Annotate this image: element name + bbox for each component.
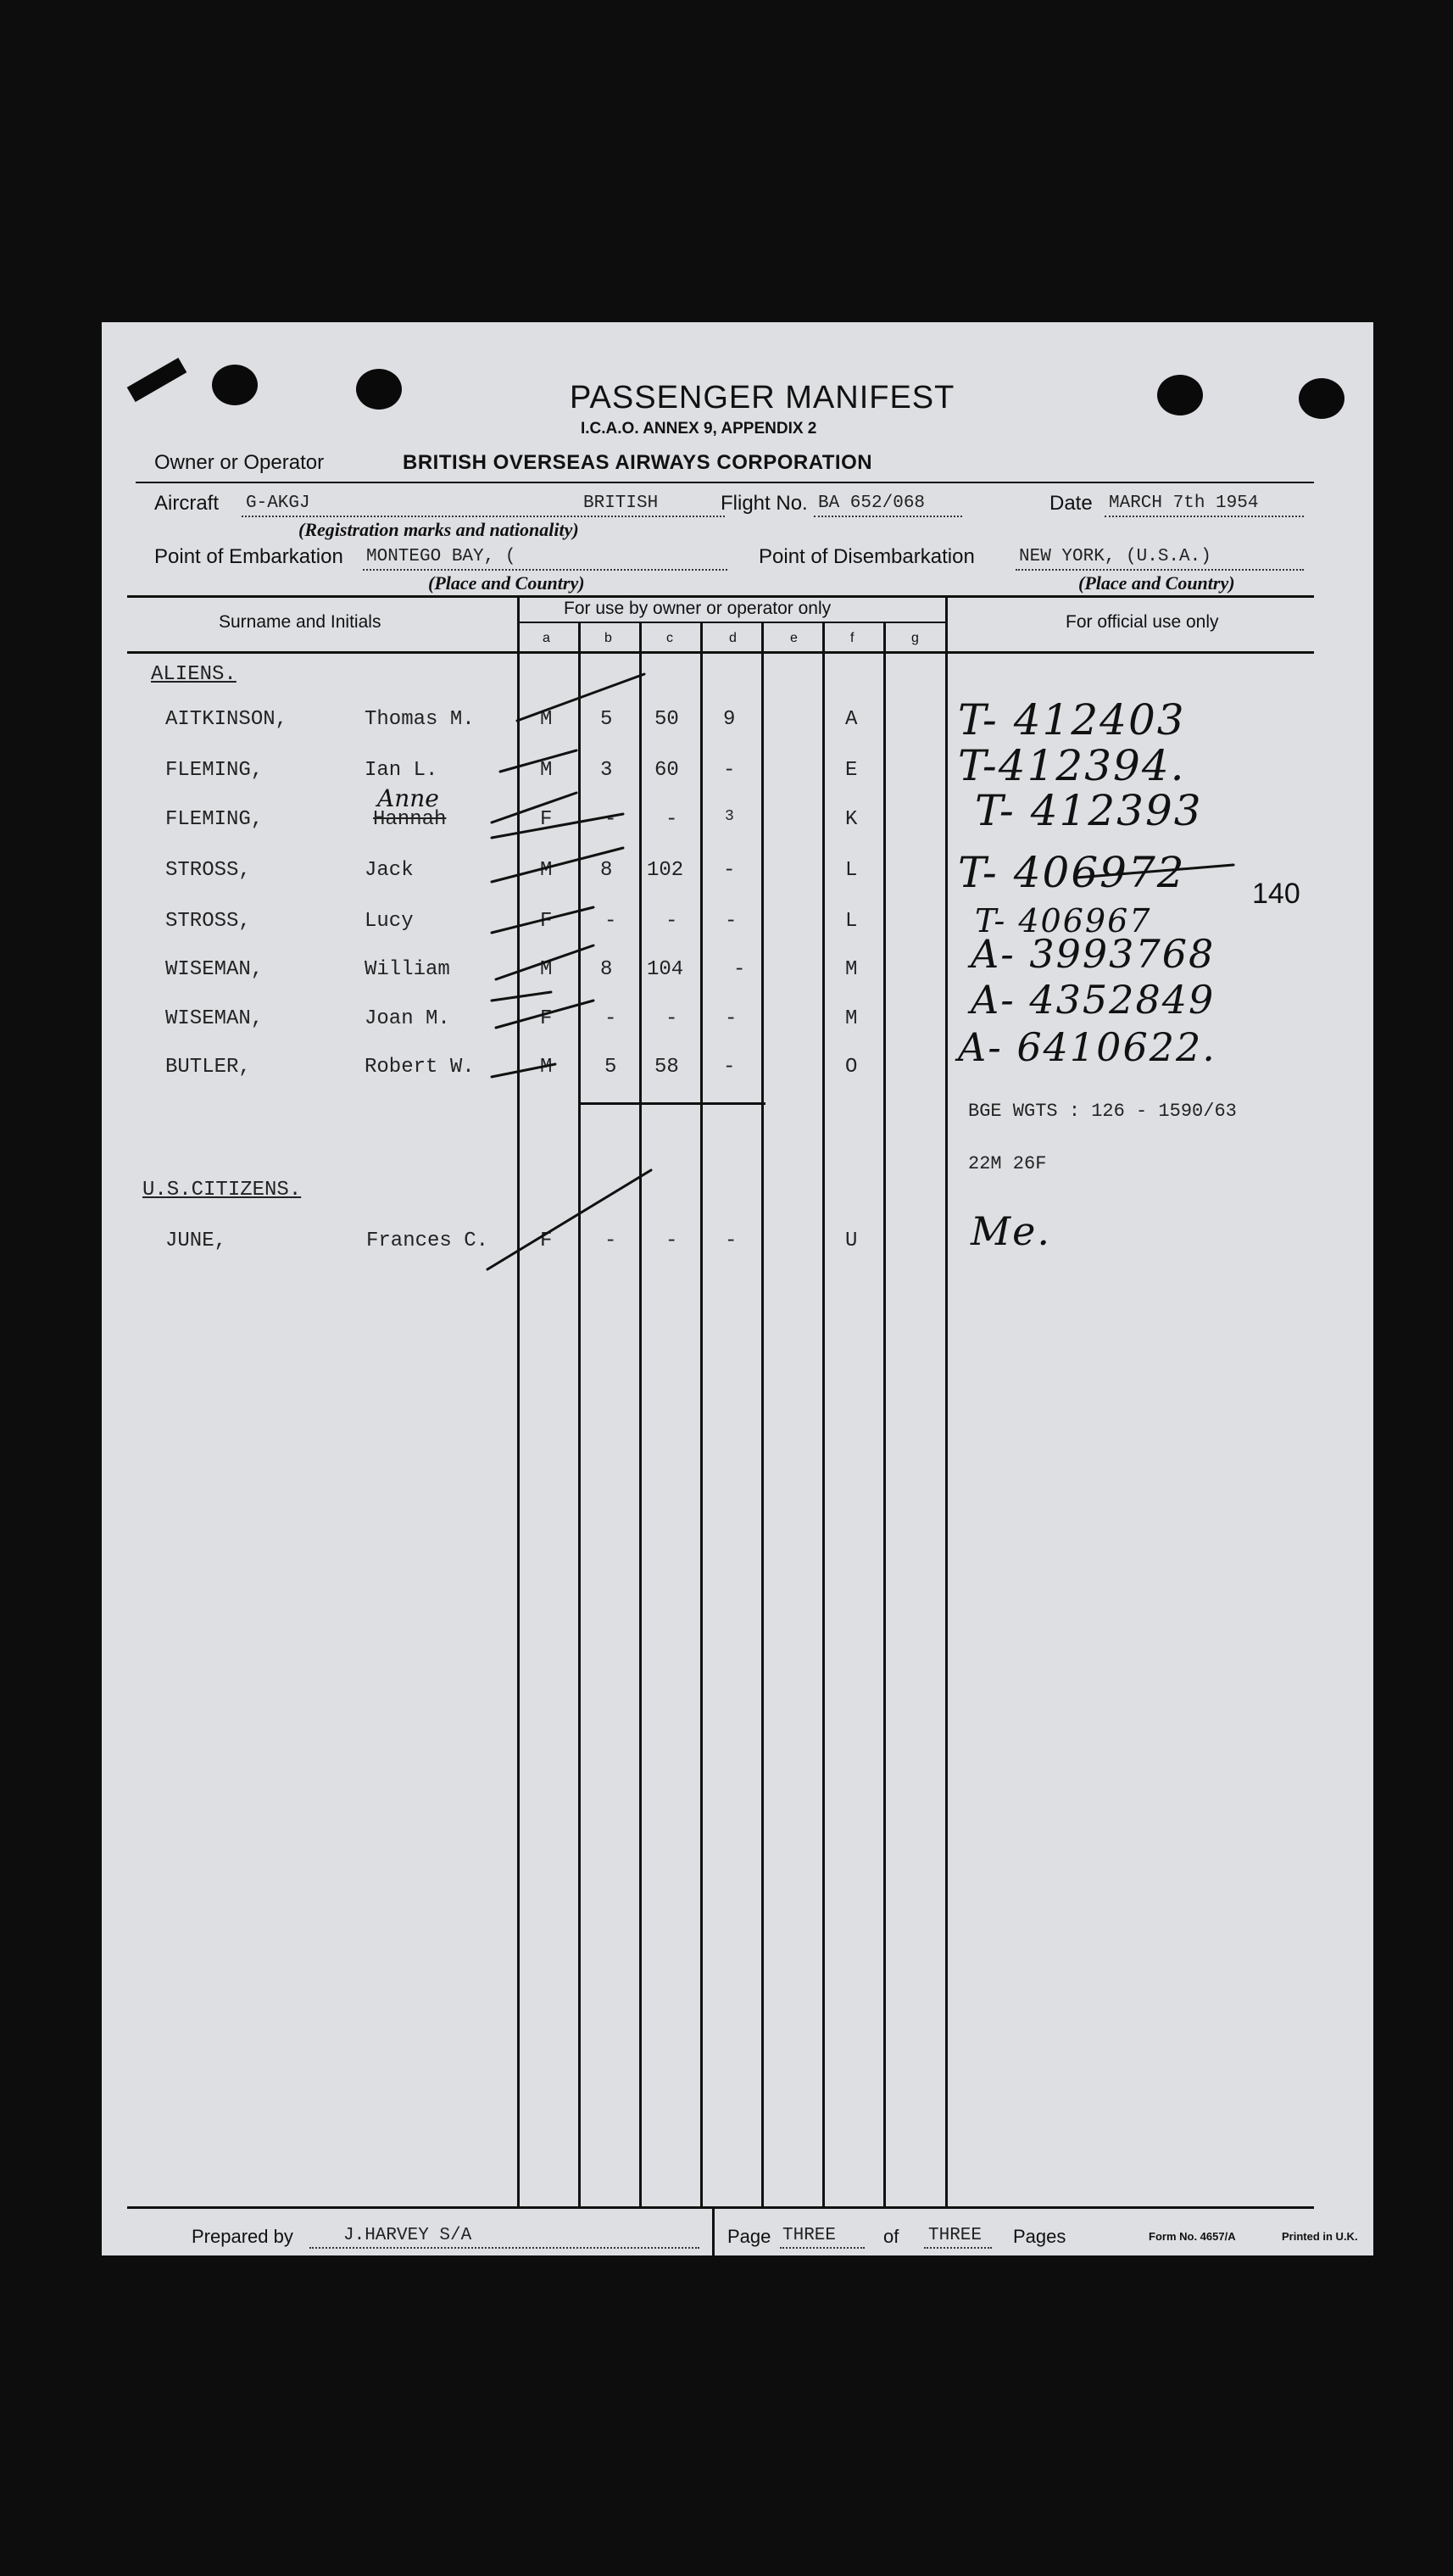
aircraft-note: (Registration marks and nationality) <box>298 519 579 540</box>
row-col-c: - <box>665 1007 678 1030</box>
official-number-140: 140 <box>1252 878 1300 910</box>
row-sex: M <box>540 1056 553 1079</box>
check-marks <box>102 322 1373 1340</box>
row-official: T-412394. <box>958 741 1186 790</box>
prepared-dots <box>309 2247 699 2249</box>
row-col-b: 5 <box>604 1056 617 1079</box>
row-col-b: 5 <box>600 708 613 731</box>
check-stroke <box>500 750 576 772</box>
disembarkation-note: (Place and Country) <box>1078 572 1235 594</box>
col-letter-g: g <box>911 631 919 645</box>
date-value: MARCH 7th 1954 <box>1109 493 1259 513</box>
check-stroke <box>492 1064 555 1077</box>
row-col-c: - <box>665 910 678 933</box>
col-letter-d: d <box>729 631 737 645</box>
disembarkation-value: NEW YORK, (U.S.A.) <box>1019 547 1211 566</box>
row-col-d: - <box>725 910 738 933</box>
row-surname: AITKINSON, <box>165 708 288 731</box>
row-given: Thomas M. <box>365 708 475 731</box>
official-header: For official use only <box>1066 612 1219 632</box>
surname-header: Surname and Initials <box>219 612 381 632</box>
check-stroke <box>487 1170 651 1269</box>
check-stroke <box>492 814 623 838</box>
row-official: Me. <box>971 1208 1051 1254</box>
row-col-f: U <box>845 1229 858 1252</box>
row-official: A- 4352849 <box>971 977 1216 1023</box>
owner-header: For use by owner or operator only <box>564 599 832 618</box>
row-sex: M <box>540 859 553 882</box>
page-label: Page <box>727 2226 771 2247</box>
page-title: PASSENGER MANIFEST <box>570 380 955 415</box>
check-stroke <box>496 945 593 979</box>
row-col-f: M <box>845 1007 858 1030</box>
table-bottom-rule <box>127 2206 1314 2209</box>
page-dots <box>780 2247 865 2249</box>
row-col-b: 3 <box>600 759 613 782</box>
row-given: Jack <box>365 859 414 882</box>
row-surname: FLEMING, <box>165 808 264 831</box>
row-sex: M <box>540 759 553 782</box>
row-given: Joan M. <box>365 1007 450 1030</box>
row-col-b: - <box>604 808 617 831</box>
row-given: Ian L. <box>365 759 438 782</box>
row-col-f: L <box>845 859 858 882</box>
row-col-d: 3 <box>725 808 734 825</box>
pages-label: Pages <box>1013 2226 1066 2247</box>
section-aliens: ALIENS. <box>151 663 237 686</box>
baggage-weights: BGE WGTS : 126 - 1590/63 <box>968 1101 1237 1122</box>
row-col-d: 9 <box>723 708 736 731</box>
aircraft-label: Aircraft <box>154 492 220 515</box>
aircraft-registration: G-AKGJ <box>246 493 310 513</box>
prepared-value: J.HARVEY S/A <box>343 2226 472 2245</box>
row-sex: M <box>540 708 553 731</box>
row-given: Robert W. <box>365 1056 475 1079</box>
row-col-c: 58 <box>654 1056 679 1079</box>
row-sex: F <box>540 1007 553 1030</box>
row-col-b: - <box>604 1007 617 1030</box>
row-col-c: 60 <box>654 759 679 782</box>
owner-label: Owner or Operator <box>154 451 325 474</box>
col-letter-e: e <box>790 631 798 645</box>
given-correction: Anne <box>377 784 439 812</box>
check-stroke <box>492 793 576 822</box>
row-col-c: 104 <box>647 958 684 981</box>
of-value: THREE <box>928 2226 983 2245</box>
row-given: Hannah <box>373 808 447 831</box>
page-subtitle: I.C.A.O. ANNEX 9, APPENDIX 2 <box>581 420 817 438</box>
official-underline <box>1077 865 1233 878</box>
row-given: Frances C. <box>366 1229 489 1252</box>
row-col-d: - <box>723 859 736 882</box>
row-given: Lucy <box>365 910 414 933</box>
row-sex: F <box>540 910 553 933</box>
row-col-b: 8 <box>600 958 613 981</box>
row-given: William <box>365 958 450 981</box>
check-stroke <box>492 848 623 882</box>
row-sex: F <box>540 1229 553 1252</box>
row-surname: WISEMAN, <box>165 1007 264 1030</box>
embarkation-label: Point of Embarkation <box>154 545 343 568</box>
row-col-b: - <box>604 910 617 933</box>
col-letter-b: b <box>604 631 612 645</box>
check-stroke <box>492 907 593 933</box>
row-official: A- 6410622. <box>958 1024 1216 1070</box>
row-sex: M <box>540 958 553 981</box>
row-surname: STROSS, <box>165 859 251 882</box>
row-sex: F <box>540 808 553 831</box>
row-col-c: - <box>665 808 678 831</box>
of-label: of <box>883 2226 899 2247</box>
check-stroke <box>492 992 551 1001</box>
section-us-citizens: U.S.CITIZENS. <box>142 1179 302 1202</box>
row-col-c: 102 <box>647 859 684 882</box>
date-label: Date <box>1049 492 1093 515</box>
col-letter-c: c <box>666 631 673 645</box>
row-col-f: O <box>845 1056 858 1079</box>
aircraft-nationality: BRITISH <box>583 493 659 513</box>
disembarkation-label: Point of Disembarkation <box>759 545 975 568</box>
flight-value: BA 652/068 <box>818 493 926 513</box>
page-value: THREE <box>782 2226 837 2245</box>
row-surname: JUNE, <box>165 1229 227 1252</box>
row-col-d: - <box>723 759 736 782</box>
row-col-b: - <box>604 1229 617 1252</box>
row-surname: FLEMING, <box>165 759 264 782</box>
row-official: T- 406967 <box>975 902 1152 940</box>
flight-label: Flight No. <box>721 492 808 515</box>
manifest-sheet <box>102 322 1373 2255</box>
row-surname: BUTLER, <box>165 1056 251 1079</box>
embarkation-note: (Place and Country) <box>428 572 585 594</box>
row-col-f: M <box>845 958 858 981</box>
row-col-d: - <box>733 958 746 981</box>
footer-divider <box>712 2206 715 2255</box>
owner-value: BRITISH OVERSEAS AIRWAYS CORPORATION <box>403 451 873 474</box>
row-col-c: 50 <box>654 708 679 731</box>
check-stroke <box>496 1001 593 1028</box>
row-official: T- 412403 <box>958 695 1186 744</box>
row-official: T- 406972 <box>958 848 1186 897</box>
row-surname: WISEMAN, <box>165 958 264 981</box>
printed-in: Printed in U.K. <box>1282 2230 1358 2243</box>
row-col-f: E <box>845 759 858 782</box>
col-letter-a: a <box>543 631 550 645</box>
of-dots <box>924 2247 992 2249</box>
row-col-f: A <box>845 708 858 731</box>
embarkation-value: MONTEGO BAY, ( <box>366 547 516 566</box>
row-col-f: K <box>845 808 858 831</box>
row-col-c: - <box>665 1229 678 1252</box>
form-number: Form No. 4657/A <box>1149 2230 1236 2243</box>
col-letter-f: f <box>850 631 855 645</box>
row-surname: STROSS, <box>165 910 251 933</box>
row-col-d: - <box>723 1056 736 1079</box>
row-col-b: 8 <box>600 859 613 882</box>
row-col-f: L <box>845 910 858 933</box>
row-official: T- 412393 <box>975 786 1203 835</box>
row-col-d: - <box>725 1007 738 1030</box>
passenger-counts: 22M 26F <box>968 1153 1047 1174</box>
prepared-label: Prepared by <box>192 2226 293 2247</box>
row-official: A- 3993768 <box>971 931 1216 977</box>
check-stroke <box>517 674 644 721</box>
row-col-d: - <box>725 1229 738 1252</box>
